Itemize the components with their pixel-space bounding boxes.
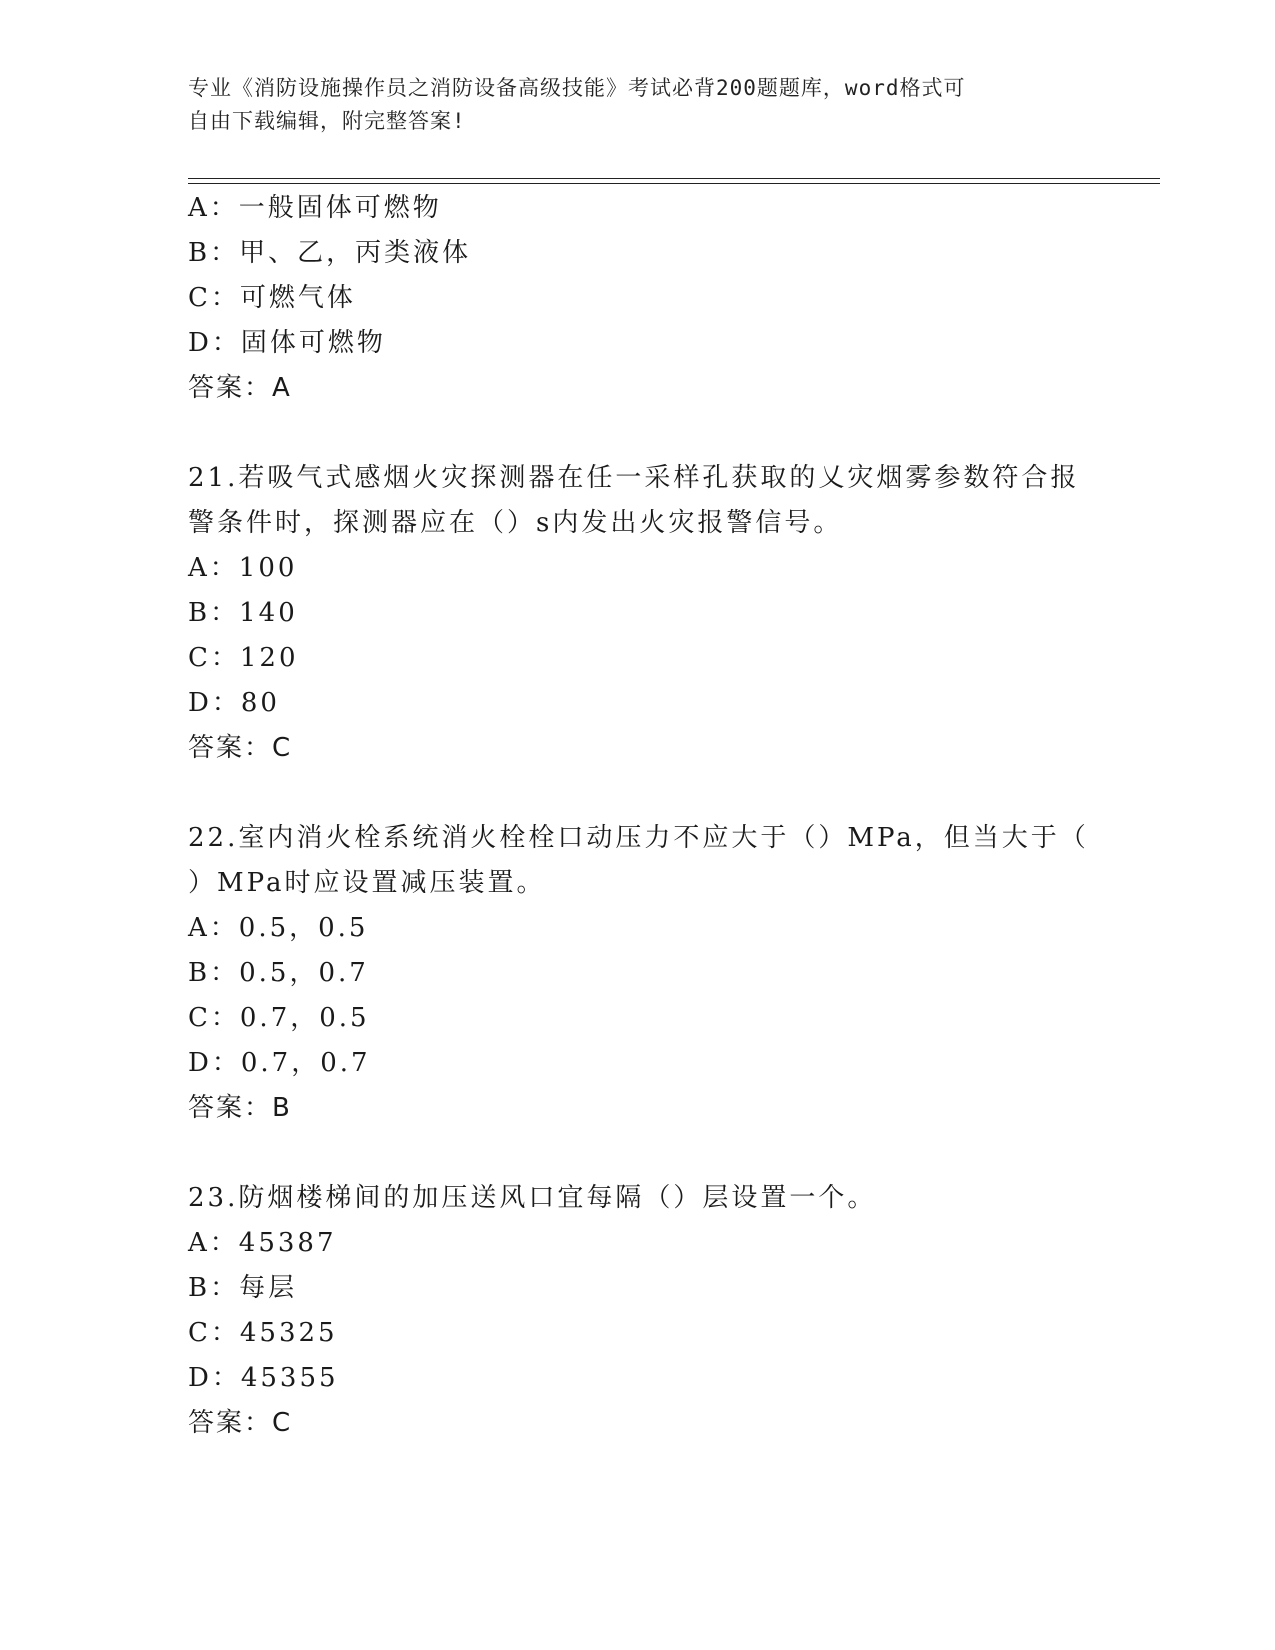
q23-answer: 答案：C: [188, 1408, 293, 1438]
header-divider-bottom: [188, 183, 1160, 184]
q22-option-d: D：0.7，0.7: [188, 1048, 371, 1078]
q21-stem-line-2: 警条件时，探测器应在（）s内发出火灾报警信号。: [188, 508, 843, 538]
header-line-1: 专业《消防设施操作员之消防设备高级技能》考试必背200题题库，word格式可: [188, 76, 966, 100]
q21-answer: 答案：C: [188, 733, 293, 763]
q22-option-a: A：0.5，0.5: [188, 913, 369, 943]
q20-answer: 答案：A: [188, 373, 292, 403]
q22-answer: 答案：B: [188, 1093, 292, 1123]
q23-option-d: D：45355: [188, 1363, 339, 1393]
q22-option-c: C：0.7，0.5: [188, 1003, 370, 1033]
document-header: [188, 72, 1068, 138]
q23-option-c: C：45325: [188, 1318, 338, 1348]
q21-option-d: D：80: [188, 688, 280, 718]
q22-stem-line-2: ）MPa时应设置减压装置。: [188, 868, 546, 898]
q22-option-b: B：0.5，0.7: [188, 958, 369, 988]
q21-option-a: A：100: [188, 553, 298, 583]
q21-option-b: B：140: [188, 598, 298, 628]
header-divider-top: [188, 178, 1160, 179]
q21-stem-line-1: 21.若吸气式感烟火灾探测器在任一采样孔获取的乂灾烟雾参数符合报: [188, 463, 1080, 493]
q20-option-b: B：甲、乙，丙类液体: [188, 238, 472, 268]
q20-option-c: C：可燃气体: [188, 283, 356, 313]
q20-option-a: A：一般固体可燃物: [188, 193, 442, 223]
q23-stem-line-1: 23.防烟楼梯间的加压送风口宜每隔（）层设置一个。: [188, 1183, 877, 1213]
q23-option-a: A：45387: [188, 1228, 337, 1258]
q23-option-b: B：每层: [188, 1273, 298, 1303]
q22-stem-line-1: 22.室内消火栓系统消火栓栓口动压力不应大于（）MPa，但当大于（: [188, 823, 1089, 853]
q20-option-d: D：固体可燃物: [188, 328, 386, 358]
q21-option-c: C：120: [188, 643, 299, 673]
header-line-2: 自由下载编辑，附完整答案!: [188, 109, 466, 133]
